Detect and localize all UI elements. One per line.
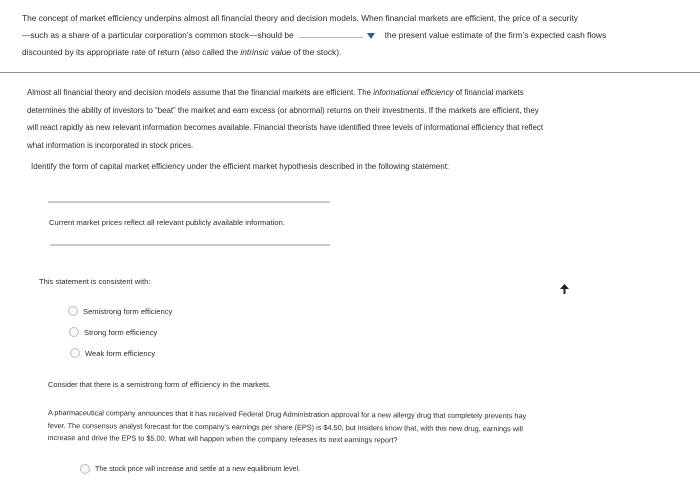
informational-efficiency-term: informational efficiency bbox=[373, 88, 454, 97]
answer-dropdown[interactable] bbox=[299, 28, 363, 38]
option-label: Semistrong form efficiency bbox=[83, 306, 173, 316]
intro-line-2 bbox=[22, 27, 606, 44]
statement-text: Current market prices reflect all relevant publicly available information. bbox=[49, 218, 285, 227]
intro-text bbox=[22, 10, 606, 61]
radio-button[interactable] bbox=[70, 348, 80, 358]
intro-line-2-end: the present value estimate of the firm’s expected cash flows bbox=[384, 30, 607, 40]
consistent-label: This statement is consistent with: bbox=[39, 277, 151, 286]
section-divider bbox=[0, 72, 700, 73]
intrinsic-value-term: intrinsic value bbox=[240, 47, 292, 57]
pharma-line-3: increase and drive the EPS to $5.00. What will happen when the company releases its next earnings report? bbox=[47, 432, 398, 445]
option-strong[interactable] bbox=[69, 326, 157, 338]
statement-rule-top bbox=[48, 201, 330, 203]
efficiency-line-2: determines the ability of investors to “beat” the market and earn excess (or abnormal) returns on their investments. If the markets are efficient, they bbox=[27, 105, 539, 115]
radio-button[interactable] bbox=[68, 306, 78, 316]
efficiency-line-1-start: Almost all financial theory and decision models assume that the financial markets are efficient. The bbox=[27, 88, 374, 97]
intro-line-1: The concept of market efficiency underpins almost all financial theory and decision models. When financial markets are efficient, the price of a security bbox=[22, 13, 578, 23]
statement-rule-bottom bbox=[50, 244, 330, 246]
dropdown-arrow-icon[interactable] bbox=[367, 33, 375, 39]
efficiency-line-1-end: of financial markets bbox=[453, 88, 524, 97]
option-semistrong[interactable] bbox=[68, 305, 172, 317]
intro-line-3-start: discounted by its appropriate rate of return (also called the bbox=[22, 47, 241, 57]
move-cursor-icon bbox=[560, 284, 569, 294]
efficiency-line-1 bbox=[27, 84, 543, 102]
intro-line-2-start: —such as a share of a particular corporation’s common stock—should be bbox=[22, 30, 294, 40]
option-weak[interactable] bbox=[70, 347, 155, 359]
pharma-line-1: A pharmaceutical company announces that it has received Federal Drug Administration approval for a new allergy drug that completely prevents hay bbox=[47, 407, 527, 421]
option-price-increase[interactable] bbox=[80, 463, 300, 475]
pharma-line-2: fever. The consensus analyst forecast for the company’s earnings per share (EPS) is $4.50, but insiders know that, with this new drug, earnings will bbox=[47, 420, 523, 433]
efficiency-line-3: will react rapidly as new relevant information becomes available. Financial theorists have identified three levels of informational efficiency that reflect bbox=[27, 123, 544, 133]
intro-line-3 bbox=[22, 44, 606, 61]
efficiency-paragraph bbox=[27, 84, 543, 154]
option-label: The stock price will increase and settle at a new equilibrium level. bbox=[95, 465, 301, 473]
intro-line-3-end: of the stock). bbox=[291, 47, 342, 57]
pharma-scenario bbox=[48, 407, 526, 448]
option-label: Strong form efficiency bbox=[84, 327, 158, 337]
question-prompt: Identify the form of capital market efficiency under the efficient market hypothesis described in the following statement: bbox=[31, 162, 450, 171]
consider-text: Consider that there is a semistrong form of efficiency in the markets. bbox=[48, 380, 271, 389]
radio-button[interactable] bbox=[69, 327, 79, 337]
efficiency-line-4: what information is incorporated in stock prices. bbox=[27, 140, 194, 150]
radio-button[interactable] bbox=[80, 464, 90, 474]
option-label: Weak form efficiency bbox=[85, 348, 156, 358]
